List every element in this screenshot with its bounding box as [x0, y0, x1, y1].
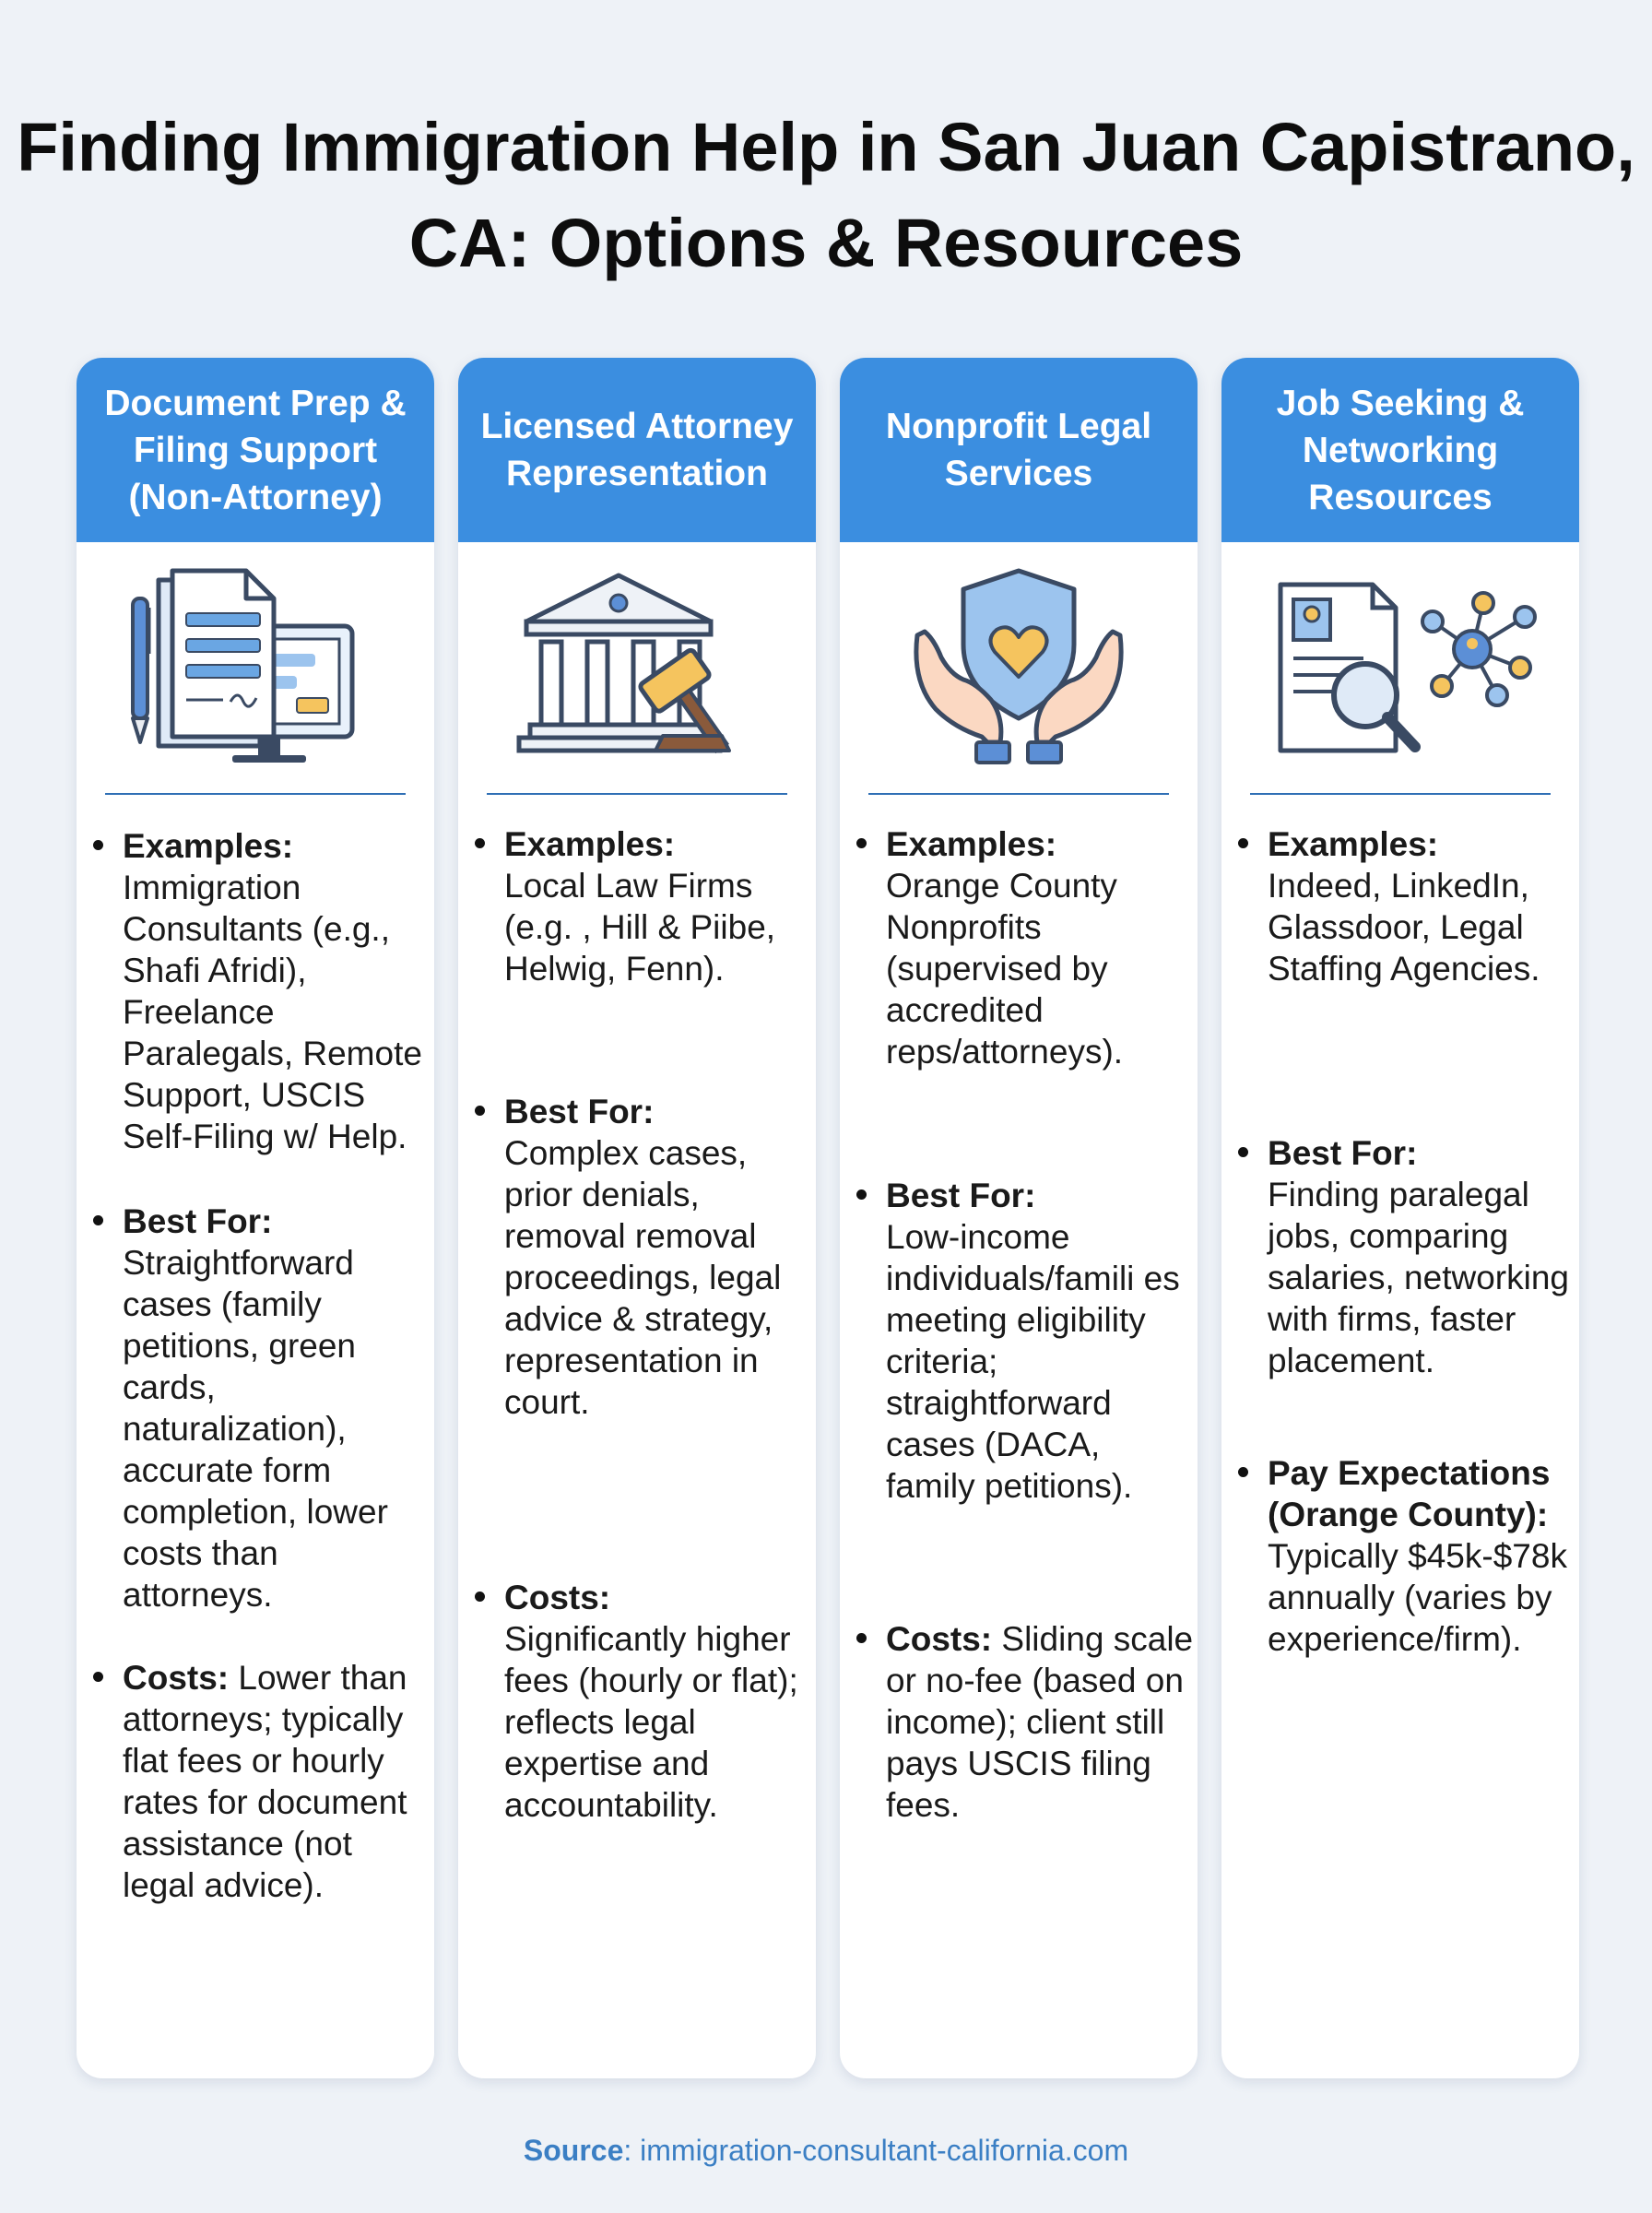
section-text: Straightforward cases (family petitions, green cards, naturalization), accurate form completion, lower costs than attorneys.: [123, 1244, 388, 1614]
section-text: Low-income individuals/famili es meeting eligibility criteria; straightforward cases (DACA, family petitions).: [886, 1218, 1180, 1505]
card-header: Document Prep & Filing Support (Non-Attorney): [77, 358, 434, 542]
divider: [105, 793, 406, 795]
section-label: Best For:: [1268, 1134, 1418, 1172]
section-costs: [886, 1618, 1195, 1826]
resume-network-icon: [1262, 566, 1539, 769]
section-text: Immigration Consultants (e.g., Shafi Afridi), Freelance Paralegals, Remote Support, USCIS Self-Filing w/ Help.: [123, 869, 422, 1155]
card-nonprofit: [840, 358, 1198, 2078]
source-label: Source: [523, 2134, 624, 2167]
hands-shield-heart-icon: [899, 562, 1139, 774]
section-text: Typically $45k-$78k annually (varies by experience/firm).: [1268, 1537, 1567, 1658]
card-header: Licensed Attorney Representation: [458, 358, 816, 542]
section-examples: [886, 823, 1195, 1072]
section-best-for: [1268, 1132, 1576, 1381]
section-text: Orange County Nonprofits (supervised by accredited reps/attorneys).: [886, 867, 1124, 1071]
card-header: Job Seeking & Networking Resources: [1221, 358, 1579, 542]
document-computer-icon: [122, 562, 389, 774]
section-label: Best For:: [504, 1093, 655, 1130]
section-label: Examples:: [886, 825, 1057, 863]
section-examples: [1268, 823, 1576, 989]
source-text: : immigration-consultant-california.com: [623, 2134, 1129, 2167]
courthouse-gavel-icon: [508, 566, 766, 769]
section-examples: [504, 823, 813, 989]
card-header: Nonprofit Legal Services: [840, 358, 1198, 542]
source-line: [0, 2134, 1652, 2168]
card-licensed-attorney: [458, 358, 816, 2078]
section-label: Pay Expectations (Orange County):: [1268, 1454, 1551, 1533]
section-costs: [504, 1577, 813, 1826]
section-text: Indeed, LinkedIn, Glassdoor, Legal Staffing Agencies.: [1268, 867, 1540, 988]
section-best-for: [886, 1175, 1195, 1507]
card-job-seeking: [1221, 358, 1579, 2078]
section-text: Complex cases, prior denials, removal removal proceedings, legal advice & strategy, representation in court.: [504, 1134, 782, 1421]
section-label: Costs:: [886, 1620, 993, 1658]
section-label: Best For:: [886, 1177, 1036, 1214]
section-best-for: [504, 1091, 813, 1423]
page-title: Finding Immigration Help in San Juan Capistrano, CA: Options & Resources: [17, 109, 1635, 281]
section-pay-expectations: [1268, 1452, 1576, 1660]
section-label: Best For:: [123, 1202, 273, 1240]
section-costs: [123, 1657, 431, 1906]
section-label: Examples:: [1268, 825, 1439, 863]
section-text: Local Law Firms (e.g. , Hill & Piibe, Helwig, Fenn).: [504, 867, 776, 988]
divider: [487, 793, 787, 795]
section-text: Significantly higher fees (hourly or flat); reflects legal expertise and accountability.: [504, 1620, 798, 1824]
section-best-for: [123, 1201, 431, 1615]
section-text: Sliding scale or no-fee (based on income); client still pays USCIS filing fees.: [886, 1620, 1194, 1824]
section-text: Lower than attorneys; typically flat fees or hourly rates for document assistance (not legal advice).: [123, 1659, 407, 1904]
divider: [868, 793, 1169, 795]
section-text: Finding paralegal jobs, comparing salaries, networking with firms, faster placement.: [1268, 1176, 1569, 1379]
card-document-prep: [77, 358, 434, 2078]
section-examples: [123, 825, 431, 1157]
section-label: Examples:: [123, 827, 294, 865]
section-label: Examples:: [504, 825, 676, 863]
section-label: Costs:: [123, 1659, 230, 1697]
divider: [1250, 793, 1551, 795]
section-label: Costs:: [504, 1579, 611, 1616]
